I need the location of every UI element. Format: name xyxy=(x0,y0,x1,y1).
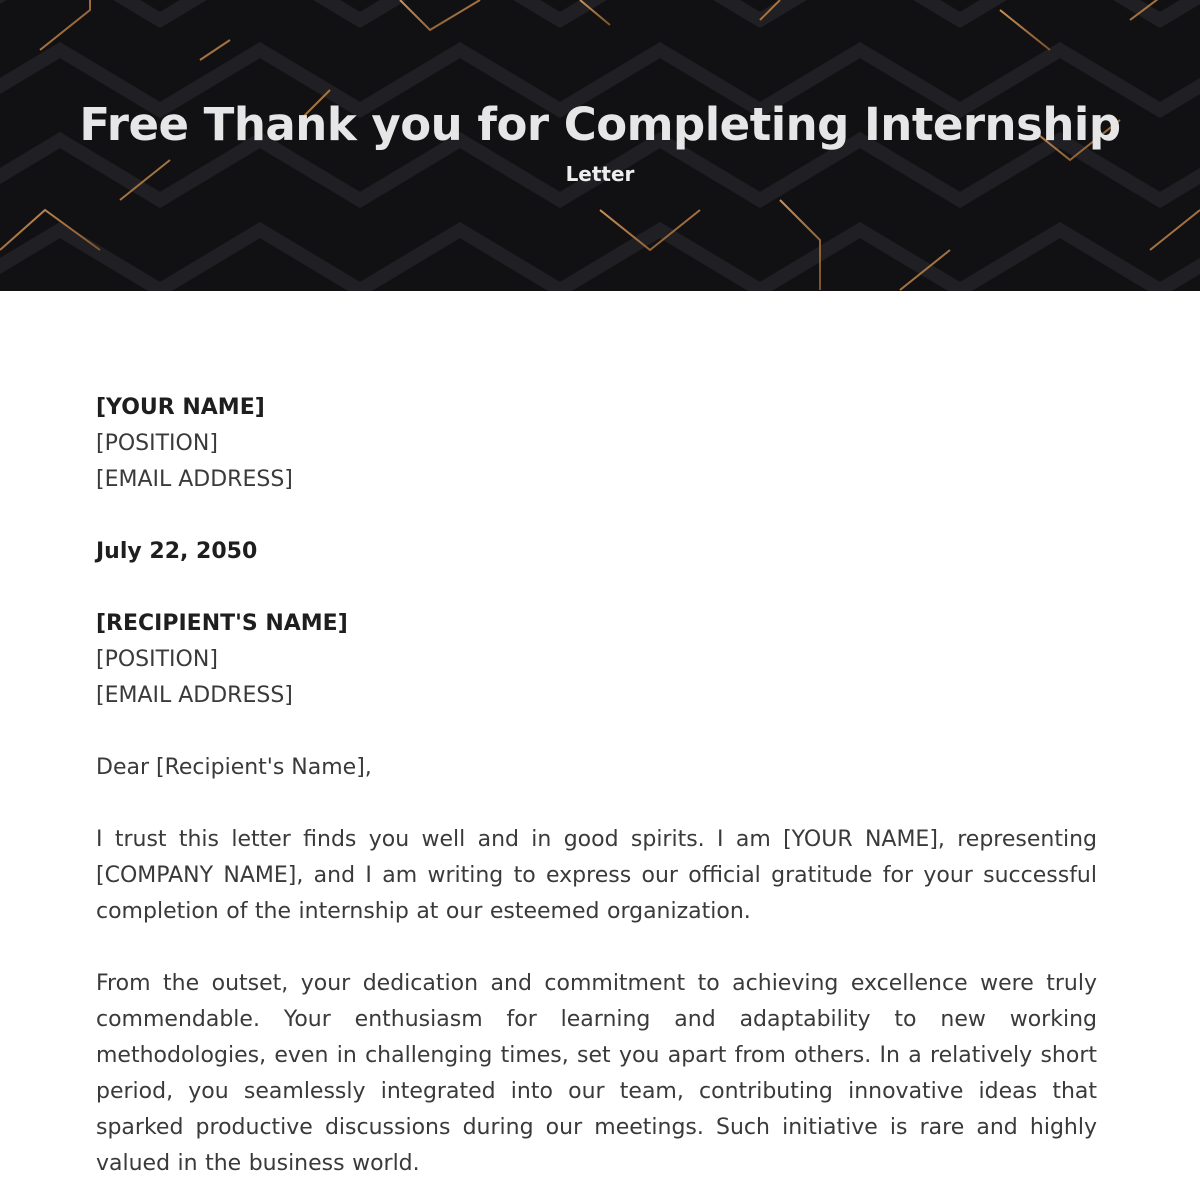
sender-block xyxy=(96,390,1097,498)
letter-body xyxy=(96,390,1097,1200)
body-paragraph-1: I trust this letter finds you well and in good spirits. I am [YOUR NAME], representing [COMPANY NAME], and I am writing to express our official gratitude for your successful completion of the internship at our esteemed organization. xyxy=(96,827,1097,924)
document-subtitle: Letter xyxy=(565,162,635,186)
body-paragraph-2: From the outset, your dedication and commitment to achieving excellence were truly commendable. Your enthusiasm for learning and adaptability to new working methodologies, even in challenging times, set you apart from others. In a relatively short period, you seamlessly integrated into our team, contributing innovative ideas that sparked productive discussions during our meetings. Such initiative is rare and highly valued in the business world. xyxy=(96,971,1097,1176)
recipient-position: [POSITION] xyxy=(96,647,218,672)
sender-email: [EMAIL ADDRESS] xyxy=(96,467,293,492)
date-block xyxy=(96,534,1097,570)
salutation-block xyxy=(96,750,1097,786)
sender-name: [YOUR NAME] xyxy=(96,395,265,420)
sender-position: [POSITION] xyxy=(96,431,218,456)
recipient-email: [EMAIL ADDRESS] xyxy=(96,683,293,708)
letter-date: July 22, 2050 xyxy=(96,539,258,564)
recipient-name: [RECIPIENT'S NAME] xyxy=(96,611,348,636)
header-banner xyxy=(0,0,1200,291)
recipient-block xyxy=(96,606,1097,714)
salutation: Dear [Recipient's Name], xyxy=(96,755,372,780)
document-title: Free Thank you for Completing Internship xyxy=(79,98,1121,151)
